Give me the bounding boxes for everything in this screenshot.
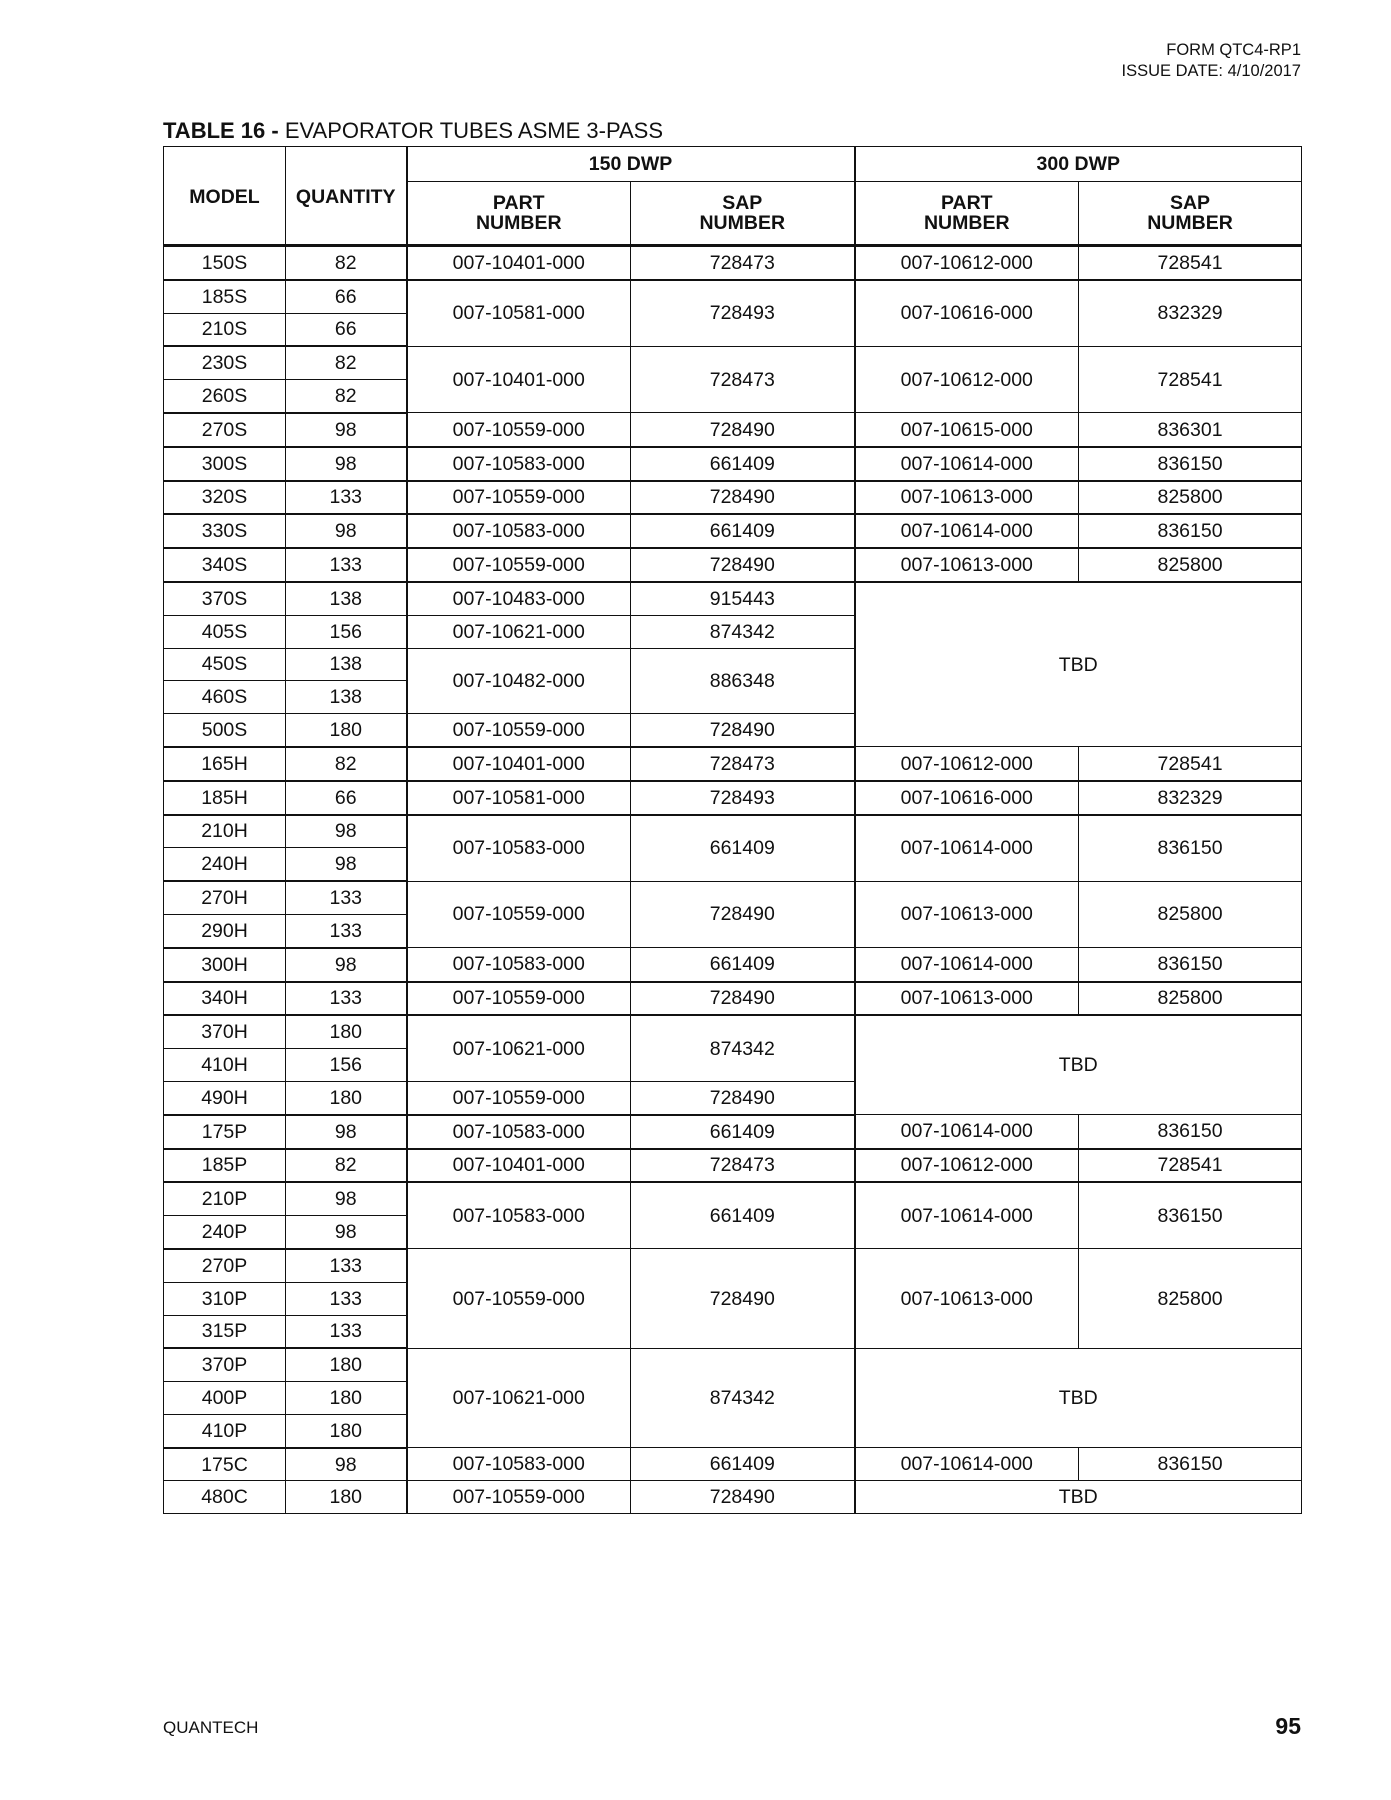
table-row (164, 815, 1302, 848)
table-row (164, 1481, 1302, 1514)
model-cell: 240H (164, 848, 286, 881)
quantity-cell: 138 (286, 648, 407, 681)
model-cell: 410P (164, 1414, 286, 1447)
part-150-cell: 007-10559-000 (407, 714, 631, 747)
sap-300-cell: 832329 (1079, 781, 1302, 815)
quantity-cell: 133 (286, 1282, 407, 1315)
part-300-cell: 007-10613-000 (855, 982, 1079, 1016)
sap-150-cell: 728490 (631, 1081, 855, 1114)
sap-150-cell: 728473 (631, 246, 855, 280)
header-number-label: NUMBER (475, 212, 562, 234)
sap-150-cell: 728473 (631, 1149, 855, 1183)
model-cell: 230S (164, 346, 286, 379)
model-cell: 460S (164, 681, 286, 714)
model-cell: 330S (164, 514, 286, 548)
part-300-cell: 007-10612-000 (855, 1149, 1079, 1183)
part-150-cell: 007-10581-000 (407, 280, 631, 347)
col-header-sap-300 (1079, 182, 1302, 246)
table-row (164, 1448, 1302, 1481)
part-300-cell: 007-10613-000 (855, 548, 1079, 582)
sap-150-cell: 874342 (631, 615, 855, 648)
issue-date: ISSUE DATE: 4/10/2017 (1121, 62, 1301, 80)
model-cell: 210H (164, 815, 286, 848)
sap-150-cell: 661409 (631, 815, 855, 882)
part-150-cell: 007-10559-000 (407, 548, 631, 582)
part-150-cell: 007-10621-000 (407, 615, 631, 648)
quantity-cell: 82 (286, 747, 407, 781)
model-cell: 370P (164, 1348, 286, 1381)
sap-150-cell: 728490 (631, 413, 855, 447)
sap-150-cell: 728490 (631, 714, 855, 747)
part-150-cell: 007-10583-000 (407, 1115, 631, 1149)
sap-150-cell: 874342 (631, 1015, 855, 1081)
sap-150-cell: 728473 (631, 747, 855, 781)
quantity-cell: 138 (286, 681, 407, 714)
quantity-cell: 98 (286, 1115, 407, 1149)
part-150-cell: 007-10482-000 (407, 648, 631, 714)
part-300-cell: 007-10614-000 (855, 1448, 1079, 1481)
sap-300-cell: 825800 (1079, 1249, 1302, 1348)
quantity-cell: 156 (286, 615, 407, 648)
table-row (164, 1182, 1302, 1215)
part-150-cell: 007-10559-000 (407, 982, 631, 1016)
model-cell: 370H (164, 1015, 286, 1048)
quantity-cell: 133 (286, 1315, 407, 1348)
quantity-cell: 98 (286, 948, 407, 982)
part-150-cell: 007-10583-000 (407, 447, 631, 481)
table-row (164, 982, 1302, 1016)
quantity-cell: 82 (286, 346, 407, 379)
quantity-cell: 156 (286, 1049, 407, 1082)
table-row (164, 948, 1302, 982)
quantity-cell: 133 (286, 548, 407, 582)
quantity-cell: 133 (286, 481, 407, 515)
col-header-part-300 (855, 182, 1079, 246)
form-header (1122, 40, 1301, 82)
part-300-cell: 007-10616-000 (855, 781, 1079, 815)
sap-300-cell: 728541 (1079, 346, 1302, 413)
sap-300-cell: 836150 (1079, 1182, 1302, 1249)
model-cell: 310P (164, 1282, 286, 1315)
quantity-cell: 82 (286, 380, 407, 413)
part-300-cell: 007-10614-000 (855, 815, 1079, 882)
model-cell: 300H (164, 948, 286, 982)
header-sap-label: SAP (722, 192, 763, 214)
sap-300-cell: 836301 (1079, 413, 1302, 447)
table-title-prefix: TABLE 16 - (163, 118, 279, 143)
table-row (164, 280, 1302, 313)
table-row (164, 481, 1302, 515)
table-row (164, 246, 1302, 280)
header-number-label: NUMBER (1147, 212, 1233, 234)
quantity-cell: 98 (286, 815, 407, 848)
quantity-cell: 180 (286, 714, 407, 747)
quantity-cell: 180 (286, 1348, 407, 1381)
sap-150-cell: 728490 (631, 881, 855, 948)
model-cell: 405S (164, 615, 286, 648)
sap-150-cell: 728493 (631, 781, 855, 815)
part-150-cell: 007-10559-000 (407, 1481, 631, 1514)
footer-brand: QUANTECH (163, 1718, 259, 1737)
quantity-cell: 98 (286, 447, 407, 481)
quantity-cell: 180 (286, 1081, 407, 1114)
sap-150-cell: 728490 (631, 1481, 855, 1514)
model-cell: 340S (164, 548, 286, 582)
quantity-cell: 66 (286, 781, 407, 815)
col-header-sap-150 (631, 182, 855, 246)
sap-300-cell: 825800 (1079, 881, 1302, 948)
part-150-cell: 007-10583-000 (407, 948, 631, 982)
table-row (164, 514, 1302, 548)
part-150-cell: 007-10621-000 (407, 1015, 631, 1081)
quantity-cell: 98 (286, 514, 407, 548)
sap-300-cell: 728541 (1079, 1149, 1302, 1183)
sap-150-cell: 728490 (631, 548, 855, 582)
header-number-label: NUMBER (923, 212, 1010, 234)
model-cell: 500S (164, 714, 286, 747)
part-300-cell: 007-10615-000 (855, 413, 1079, 447)
part-300-cell: 007-10613-000 (855, 1249, 1079, 1348)
model-cell: 240P (164, 1216, 286, 1249)
model-cell: 340H (164, 982, 286, 1016)
part-300-cell: 007-10614-000 (855, 514, 1079, 548)
quantity-cell: 66 (286, 313, 407, 346)
sap-300-cell: 836150 (1079, 815, 1302, 882)
quantity-cell: 82 (286, 1149, 407, 1183)
model-cell: 185P (164, 1149, 286, 1183)
sap-150-cell: 661409 (631, 514, 855, 548)
group-header-300-dwp: 300 DWP (855, 147, 1302, 182)
part-150-cell: 007-10559-000 (407, 1081, 631, 1114)
part-150-cell: 007-10621-000 (407, 1348, 631, 1447)
part-150-cell: 007-10483-000 (407, 582, 631, 615)
evaporator-tubes-table (163, 146, 1302, 1514)
quantity-cell: 98 (286, 1216, 407, 1249)
part-300-cell: 007-10616-000 (855, 280, 1079, 347)
quantity-cell: 66 (286, 280, 407, 313)
model-cell: 300S (164, 447, 286, 481)
col-header-part-150 (407, 182, 631, 246)
tbd-300-cell: TBD (855, 1348, 1302, 1447)
sap-150-cell: 886348 (631, 648, 855, 714)
part-150-cell: 007-10581-000 (407, 781, 631, 815)
model-cell: 320S (164, 481, 286, 515)
part-150-cell: 007-10583-000 (407, 1448, 631, 1481)
part-300-cell: 007-10613-000 (855, 881, 1079, 948)
model-cell: 270S (164, 413, 286, 447)
sap-300-cell: 832329 (1079, 280, 1302, 347)
model-cell: 290H (164, 914, 286, 947)
table-row (164, 413, 1302, 447)
sap-300-cell: 728541 (1079, 246, 1302, 280)
table-row (164, 1249, 1302, 1282)
table-row (164, 582, 1302, 615)
part-150-cell: 007-10559-000 (407, 413, 631, 447)
quantity-cell: 133 (286, 881, 407, 914)
table-row (164, 1149, 1302, 1183)
table-title-text: EVAPORATOR TUBES ASME 3-PASS (278, 118, 664, 143)
table-row (164, 747, 1302, 781)
group-header-150-dwp: 150 DWP (407, 147, 855, 182)
sap-300-cell: 836150 (1079, 1115, 1302, 1149)
quantity-cell: 138 (286, 582, 407, 615)
model-cell: 175C (164, 1448, 286, 1481)
quantity-cell: 98 (286, 413, 407, 447)
quantity-cell: 98 (286, 848, 407, 881)
model-cell: 210P (164, 1182, 286, 1215)
col-header-model: MODEL (164, 147, 286, 246)
part-300-cell: 007-10614-000 (855, 447, 1079, 481)
sap-150-cell: 661409 (631, 1448, 855, 1481)
model-cell: 370S (164, 582, 286, 615)
part-300-cell: 007-10612-000 (855, 747, 1079, 781)
quantity-cell: 98 (286, 1448, 407, 1481)
sap-150-cell: 661409 (631, 447, 855, 481)
sap-300-cell: 836150 (1079, 1448, 1302, 1481)
header-sap-label: SAP (1169, 192, 1211, 214)
sap-150-cell: 661409 (631, 1115, 855, 1149)
header-part-label: PART (940, 192, 993, 214)
model-cell: 315P (164, 1315, 286, 1348)
quantity-cell: 133 (286, 982, 407, 1016)
sap-150-cell: 728473 (631, 346, 855, 413)
part-300-cell: 007-10612-000 (855, 346, 1079, 413)
sap-300-cell: 836150 (1079, 447, 1302, 481)
sap-300-cell: 836150 (1079, 948, 1302, 982)
page-number: 95 (1275, 1713, 1301, 1739)
part-150-cell: 007-10559-000 (407, 1249, 631, 1348)
part-150-cell: 007-10559-000 (407, 881, 631, 948)
sap-150-cell: 874342 (631, 1348, 855, 1447)
model-cell: 400P (164, 1382, 286, 1415)
model-cell: 270P (164, 1249, 286, 1282)
table-row (164, 881, 1302, 914)
part-300-cell: 007-10612-000 (855, 246, 1079, 280)
sap-150-cell: 661409 (631, 948, 855, 982)
sap-300-cell: 825800 (1079, 548, 1302, 582)
quantity-cell: 133 (286, 914, 407, 947)
tbd-300-cell: TBD (855, 582, 1302, 747)
part-150-cell: 007-10401-000 (407, 246, 631, 280)
table-title (163, 118, 663, 144)
part-300-cell: 007-10613-000 (855, 481, 1079, 515)
sap-150-cell: 915443 (631, 582, 855, 615)
quantity-cell: 180 (286, 1015, 407, 1048)
part-150-cell: 007-10559-000 (407, 481, 631, 515)
quantity-cell: 180 (286, 1382, 407, 1415)
part-150-cell: 007-10401-000 (407, 346, 631, 413)
quantity-cell: 180 (286, 1414, 407, 1447)
model-cell: 150S (164, 246, 286, 280)
sap-150-cell: 728490 (631, 1249, 855, 1348)
sap-300-cell: 825800 (1079, 982, 1302, 1016)
part-300-cell: 007-10614-000 (855, 948, 1079, 982)
tbd-300-cell: TBD (855, 1015, 1302, 1114)
model-cell: 175P (164, 1115, 286, 1149)
header-part-label: PART (492, 192, 545, 214)
model-cell: 480C (164, 1481, 286, 1514)
model-cell: 260S (164, 380, 286, 413)
part-150-cell: 007-10583-000 (407, 1182, 631, 1249)
sap-300-cell: 836150 (1079, 514, 1302, 548)
form-number: FORM QTC4-RP1 (1166, 41, 1301, 59)
model-cell: 210S (164, 313, 286, 346)
sap-150-cell: 728490 (631, 481, 855, 515)
part-300-cell: 007-10614-000 (855, 1115, 1079, 1149)
quantity-cell: 82 (286, 246, 407, 280)
sap-150-cell: 728490 (631, 982, 855, 1016)
sap-300-cell: 825800 (1079, 481, 1302, 515)
model-cell: 185S (164, 280, 286, 313)
model-cell: 165H (164, 747, 286, 781)
table-row (164, 781, 1302, 815)
header-number-label: NUMBER (699, 212, 786, 234)
quantity-cell: 98 (286, 1182, 407, 1215)
model-cell: 270H (164, 881, 286, 914)
quantity-cell: 133 (286, 1249, 407, 1282)
part-150-cell: 007-10583-000 (407, 815, 631, 882)
table-row (164, 346, 1302, 379)
quantity-cell: 180 (286, 1481, 407, 1514)
table-row (164, 447, 1302, 481)
tbd-300-cell: TBD (855, 1481, 1302, 1514)
table-row (164, 548, 1302, 582)
sap-150-cell: 661409 (631, 1182, 855, 1249)
model-cell: 450S (164, 648, 286, 681)
table-row (164, 1015, 1302, 1048)
sap-150-cell: 728493 (631, 280, 855, 347)
model-cell: 185H (164, 781, 286, 815)
part-150-cell: 007-10401-000 (407, 747, 631, 781)
model-cell: 410H (164, 1049, 286, 1082)
table-row (164, 1348, 1302, 1381)
part-300-cell: 007-10614-000 (855, 1182, 1079, 1249)
part-150-cell: 007-10401-000 (407, 1149, 631, 1183)
sap-300-cell: 728541 (1079, 747, 1302, 781)
part-150-cell: 007-10583-000 (407, 514, 631, 548)
table-row (164, 1115, 1302, 1149)
col-header-quantity: QUANTITY (286, 147, 407, 246)
model-cell: 490H (164, 1081, 286, 1114)
